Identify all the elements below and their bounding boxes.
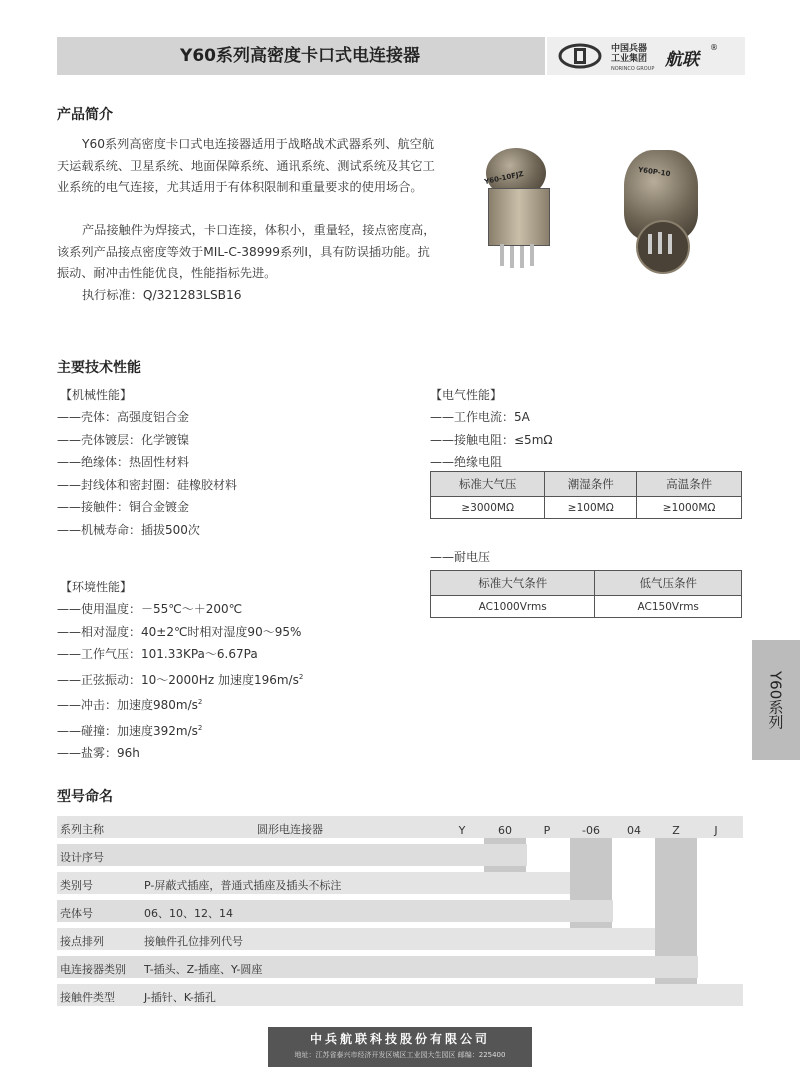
- model-code: Z: [672, 824, 680, 837]
- standard-text: 执行标准：Q/321283LSB16: [82, 288, 242, 302]
- list-item: ——冲击：加速度$980m/s^2$: [57, 698, 203, 712]
- logo-en-text: NORINCO GROUP: [611, 66, 655, 72]
- model-row: [57, 844, 527, 866]
- list-item: ——机械寿命：插拔500次: [57, 522, 200, 537]
- electrical-list: [430, 406, 553, 474]
- norinco-logo-icon: [558, 43, 602, 69]
- table-header: 标准大气条件: [431, 571, 595, 596]
- voltage-table: [430, 570, 742, 618]
- table-header: 标准大气压: [431, 472, 545, 497]
- table-header: 高温条件: [637, 472, 742, 497]
- list-item: ——碰撞：加速度$392m/s^2$: [57, 723, 203, 738]
- model-row-desc: 06、10、12、14: [144, 907, 233, 920]
- model-code: P: [543, 824, 551, 837]
- product-photo-plug: Y60P-10: [618, 150, 708, 280]
- list-item: ——工作电流：5A: [430, 410, 530, 424]
- list-item: ——工作气压：101.33KPa～6.67Pa: [57, 647, 258, 661]
- footer-company: 中兵航联科技股份有限公司: [309, 1032, 490, 1046]
- list-item: ——绝缘电阻: [430, 455, 503, 469]
- voltage-label: ——耐电压: [430, 550, 491, 564]
- list-item: ——相对湿度：40±2℃时相对湿度90～95%: [57, 624, 302, 639]
- intro-heading: 产品简介: [57, 107, 113, 123]
- performance-heading: 主要技术性能: [57, 360, 141, 376]
- brand-name: 航联: [665, 50, 699, 70]
- model-row-desc: 接触件孔位排列代号: [144, 935, 243, 948]
- logo-cn-text: 中国兵器 工业集团: [611, 44, 648, 64]
- table-cell: ≥1000MΩ: [637, 497, 742, 519]
- model-row-label: 设计序号: [60, 851, 104, 864]
- model-row-desc: P-屏蔽式插座，普通式插座及插头不标注: [144, 879, 342, 892]
- intro-paragraph-2: 产品接触件为焊接式，卡口连接，体积小，重量轻，接点密度高，该系列产品接点密度等效于MIL-C-38999系列Ⅰ，具有防误插功能。抗振动、耐冲击性能优良，性能指标先进。: [57, 223, 436, 280]
- list-item: ——接触件：铜合金镀金: [57, 500, 190, 514]
- mechanical-title: 【机械性能】: [60, 388, 133, 402]
- footer-address: 地址：江苏省泰兴市经济开发区城区工业园大生园区 邮编：225400: [294, 1051, 506, 1059]
- model-row: [57, 900, 613, 922]
- list-item: ——使用温度：－55℃～＋200℃: [57, 602, 243, 616]
- model-row-label: 壳体号: [60, 907, 93, 920]
- electrical-title: 【电气性能】: [430, 388, 503, 402]
- list-item: ——正弦振动：10～2000Hz 加速度$196m/s^2$: [57, 672, 304, 687]
- list-item: ——壳体：高强度铝合金: [57, 410, 190, 424]
- insulation-table: [430, 471, 742, 519]
- model-row-label: 接触件类型: [60, 991, 115, 1004]
- list-item: ——封线体和密封圈：硅橡胶材料: [57, 477, 238, 492]
- model-code: 60: [498, 824, 512, 837]
- model-code: Y: [458, 824, 466, 837]
- model-heading: 型号命名: [57, 789, 113, 805]
- table-cell: ≥3000MΩ: [431, 497, 545, 519]
- list-item: ——盐雾：96h: [57, 746, 140, 760]
- list-item: ——壳体镀层：化学镀镍: [57, 432, 190, 447]
- environment-title: 【环境性能】: [60, 580, 133, 594]
- model-row-label: 系列主称: [60, 823, 104, 836]
- list-item: ——接触电阻：≤5mΩ: [430, 432, 553, 447]
- table-header: 低气压条件: [595, 571, 742, 596]
- model-row-desc: T-插头、Z-插座、Y-圆座: [144, 963, 263, 976]
- model-row-label: 电连接器类别: [60, 963, 126, 976]
- mechanical-list: [57, 406, 237, 541]
- model-row-desc: J-插针、K-插孔: [144, 991, 216, 1004]
- table-cell: AC1000Vrms: [431, 596, 595, 618]
- product-photo-receptacle: Y60-10FJZ: [478, 148, 568, 268]
- model-row-desc: 圆形电连接器: [257, 823, 323, 836]
- model-row-label: 接点排列: [60, 935, 104, 948]
- side-tab-label: Y60系列: [766, 670, 785, 730]
- table-header: 潮湿条件: [545, 472, 637, 497]
- list-item: ——绝缘体：热固性材料: [57, 455, 190, 469]
- table-cell: AC150Vrms: [595, 596, 742, 618]
- model-row-label: 类别号: [60, 879, 93, 892]
- model-code: J: [714, 824, 718, 837]
- intro-paragraph-1: Y60系列高密度卡口式电连接器适用于战略战术武器系列、航空航天运载系统、卫星系统、地面保障系统、通讯系统、测试系统及其它工业系统的电气连接，尤其适用于有体积限制和重量要求的使用场合。: [57, 137, 435, 194]
- table-cell: ≥100MΩ: [545, 497, 637, 519]
- environment-list: [57, 598, 303, 765]
- page-title: Y60系列高密度卡口式电连接器: [180, 46, 420, 66]
- registered-mark: ®: [710, 43, 718, 52]
- model-code: -06: [582, 824, 600, 837]
- model-code: 04: [627, 824, 641, 837]
